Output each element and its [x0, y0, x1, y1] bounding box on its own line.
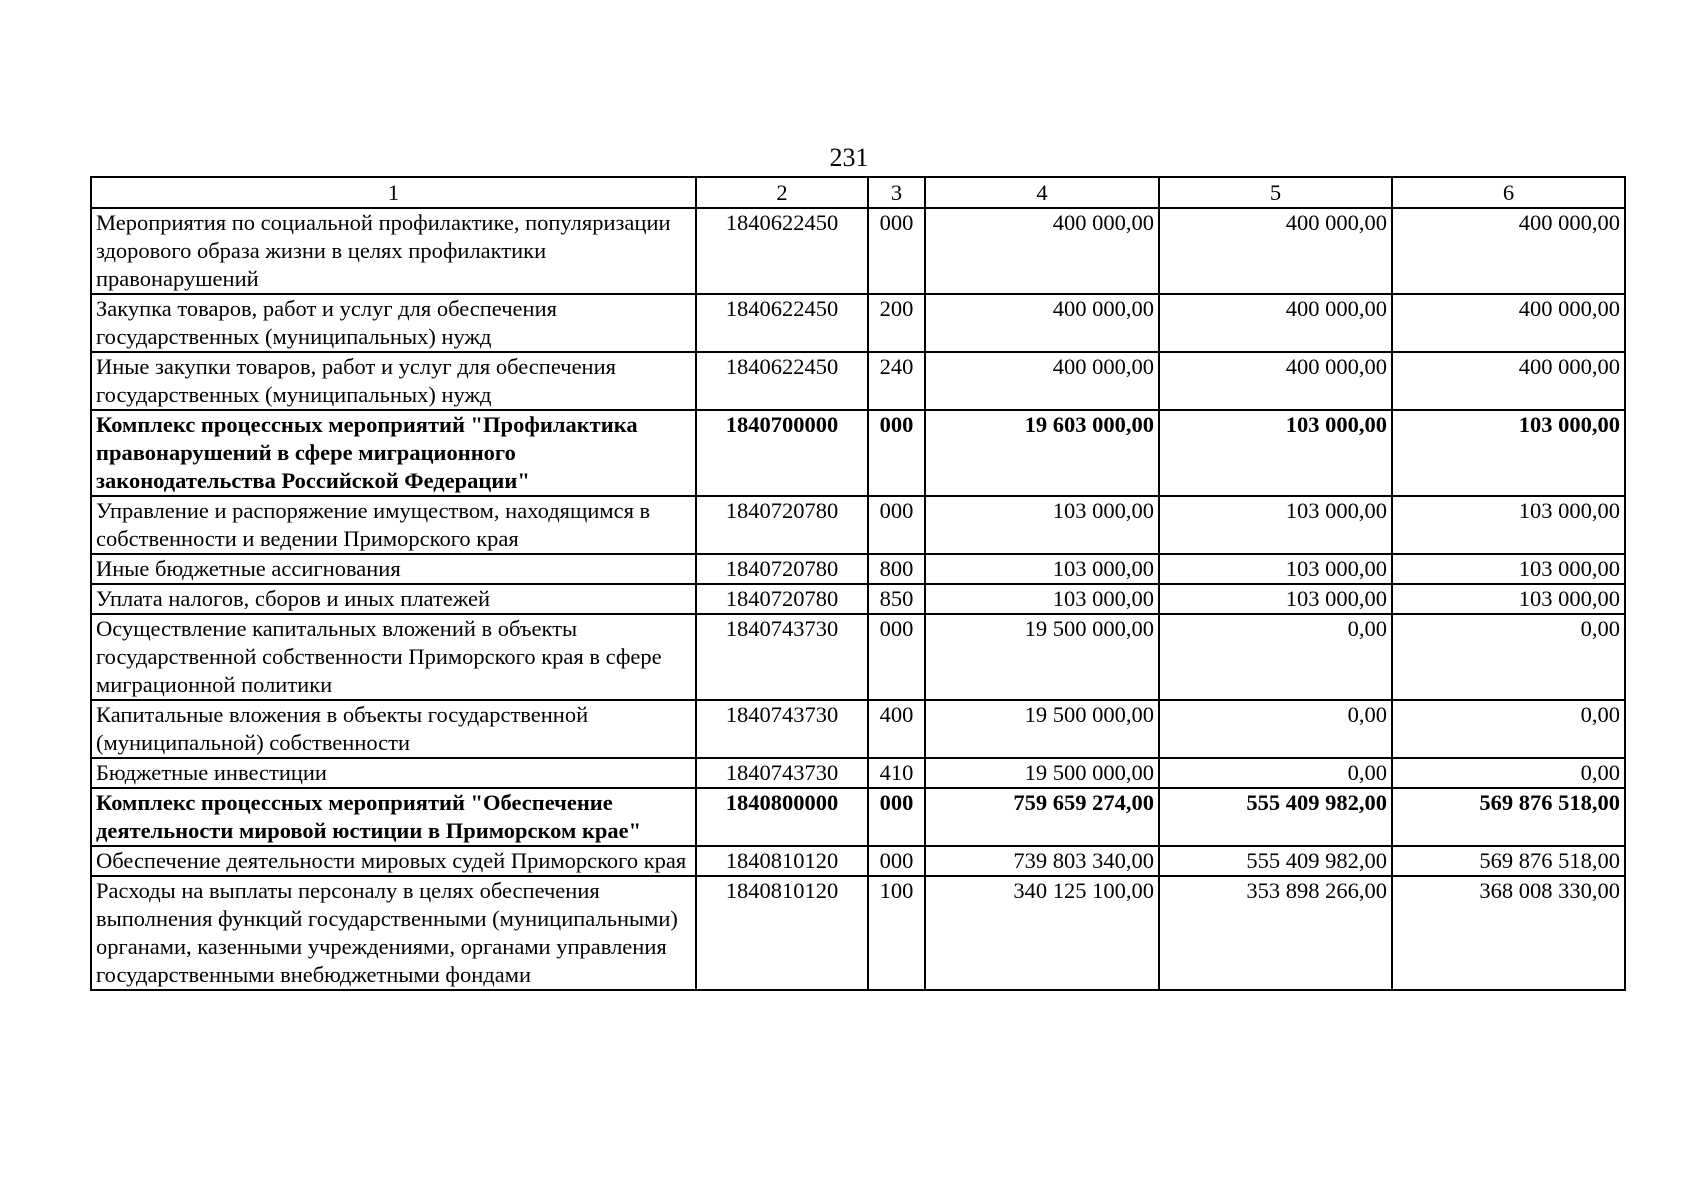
- row-value-4: 19 500 000,00: [925, 614, 1159, 700]
- row-value-6: 400 000,00: [1392, 208, 1625, 294]
- row-code: 1840810120: [696, 846, 868, 876]
- row-name: Обеспечение деятельности мировых судей Приморского края: [91, 846, 696, 876]
- table-row: [91, 208, 1625, 294]
- row-name: Комплекс процессных мероприятий "Обеспечение деятельности мировой юстиции в Приморском крае": [91, 788, 696, 846]
- table-row: [91, 788, 1625, 846]
- table-row: [91, 876, 1625, 990]
- row-code: 1840622450: [696, 208, 868, 294]
- row-value-5: 555 409 982,00: [1159, 846, 1392, 876]
- row-type: 000: [868, 410, 925, 496]
- row-value-6: 0,00: [1392, 700, 1625, 758]
- row-value-6: 0,00: [1392, 614, 1625, 700]
- row-value-5: 0,00: [1159, 700, 1392, 758]
- table-row: [91, 700, 1625, 758]
- row-value-5: 103 000,00: [1159, 554, 1392, 584]
- table-row: [91, 554, 1625, 584]
- row-type: 200: [868, 294, 925, 352]
- table-row: [91, 294, 1625, 352]
- row-value-6: 0,00: [1392, 758, 1625, 788]
- row-name: Иные закупки товаров, работ и услуг для обеспечения государственных (муниципальных) нужд: [91, 352, 696, 410]
- row-code: 1840743730: [696, 614, 868, 700]
- row-value-4: 103 000,00: [925, 554, 1159, 584]
- row-value-5: 103 000,00: [1159, 496, 1392, 554]
- row-value-6: 103 000,00: [1392, 554, 1625, 584]
- row-type: 000: [868, 846, 925, 876]
- row-type: 100: [868, 876, 925, 990]
- row-value-4: 400 000,00: [925, 208, 1159, 294]
- row-value-5: 103 000,00: [1159, 584, 1392, 614]
- row-value-4: 400 000,00: [925, 352, 1159, 410]
- column-header: 6: [1392, 177, 1625, 208]
- row-code: 1840743730: [696, 700, 868, 758]
- row-value-5: 103 000,00: [1159, 410, 1392, 496]
- row-code: 1840720780: [696, 554, 868, 584]
- column-header: 3: [868, 177, 925, 208]
- row-value-6: 103 000,00: [1392, 410, 1625, 496]
- row-value-5: 400 000,00: [1159, 294, 1392, 352]
- row-value-4: 739 803 340,00: [925, 846, 1159, 876]
- row-value-5: 400 000,00: [1159, 208, 1392, 294]
- row-name: Бюджетные инвестиции: [91, 758, 696, 788]
- row-name: Капитальные вложения в объекты государственной (муниципальной) собственности: [91, 700, 696, 758]
- column-header: 1: [91, 177, 696, 208]
- row-name: Управление и распоряжение имуществом, находящимся в собственности и ведении Приморского края: [91, 496, 696, 554]
- row-value-4: 759 659 274,00: [925, 788, 1159, 846]
- row-value-4: 340 125 100,00: [925, 876, 1159, 990]
- row-type: 000: [868, 614, 925, 700]
- column-header: 5: [1159, 177, 1392, 208]
- column-header: 4: [925, 177, 1159, 208]
- row-value-5: 400 000,00: [1159, 352, 1392, 410]
- row-name: Расходы на выплаты персоналу в целях обеспечения выполнения функций государственными (муниципальными) органами, казенными учреждениями, органами управления государственными внебюджетными фондами: [91, 876, 696, 990]
- row-code: 1840720780: [696, 496, 868, 554]
- row-type: 410: [868, 758, 925, 788]
- row-value-6: 569 876 518,00: [1392, 846, 1625, 876]
- row-value-6: 400 000,00: [1392, 352, 1625, 410]
- table-row: [91, 496, 1625, 554]
- row-value-5: 555 409 982,00: [1159, 788, 1392, 846]
- row-name: Уплата налогов, сборов и иных платежей: [91, 584, 696, 614]
- row-code: 1840700000: [696, 410, 868, 496]
- row-code: 1840800000: [696, 788, 868, 846]
- row-value-4: 400 000,00: [925, 294, 1159, 352]
- page-number: 231: [829, 143, 869, 172]
- row-type: 400: [868, 700, 925, 758]
- row-type: 800: [868, 554, 925, 584]
- row-value-4: 19 603 000,00: [925, 410, 1159, 496]
- row-code: 1840810120: [696, 876, 868, 990]
- row-code: 1840622450: [696, 294, 868, 352]
- row-type: 240: [868, 352, 925, 410]
- row-code: 1840720780: [696, 584, 868, 614]
- table-row: [91, 614, 1625, 700]
- row-value-4: 103 000,00: [925, 496, 1159, 554]
- table-row: [91, 584, 1625, 614]
- row-type: 000: [868, 496, 925, 554]
- row-type: 000: [868, 208, 925, 294]
- row-name: Мероприятия по социальной профилактике, популяризации здорового образа жизни в целях профилактики правонарушений: [91, 208, 696, 294]
- table-row: [91, 410, 1625, 496]
- row-name: Закупка товаров, работ и услуг для обеспечения государственных (муниципальных) нужд: [91, 294, 696, 352]
- row-value-5: 0,00: [1159, 758, 1392, 788]
- row-name: Иные бюджетные ассигнования: [91, 554, 696, 584]
- row-value-4: 103 000,00: [925, 584, 1159, 614]
- table-row: [91, 758, 1625, 788]
- row-type: 850: [868, 584, 925, 614]
- column-header: 2: [696, 177, 868, 208]
- row-value-5: 353 898 266,00: [1159, 876, 1392, 990]
- row-value-5: 0,00: [1159, 614, 1392, 700]
- row-name: Осуществление капитальных вложений в объекты государственной собственности Приморского края в сфере миграционной политики: [91, 614, 696, 700]
- table-row: [91, 846, 1625, 876]
- row-value-4: 19 500 000,00: [925, 758, 1159, 788]
- header-row: [91, 177, 1625, 208]
- row-name: Комплекс процессных мероприятий "Профилактика правонарушений в сфере миграционного законодательства Российской Федерации": [91, 410, 696, 496]
- row-value-6: 368 008 330,00: [1392, 876, 1625, 990]
- row-code: 1840622450: [696, 352, 868, 410]
- row-value-6: 400 000,00: [1392, 294, 1625, 352]
- row-type: 000: [868, 788, 925, 846]
- budget-table: [90, 176, 1626, 991]
- row-value-6: 103 000,00: [1392, 584, 1625, 614]
- row-value-6: 103 000,00: [1392, 496, 1625, 554]
- table-row: [91, 352, 1625, 410]
- row-value-6: 569 876 518,00: [1392, 788, 1625, 846]
- row-value-4: 19 500 000,00: [925, 700, 1159, 758]
- row-code: 1840743730: [696, 758, 868, 788]
